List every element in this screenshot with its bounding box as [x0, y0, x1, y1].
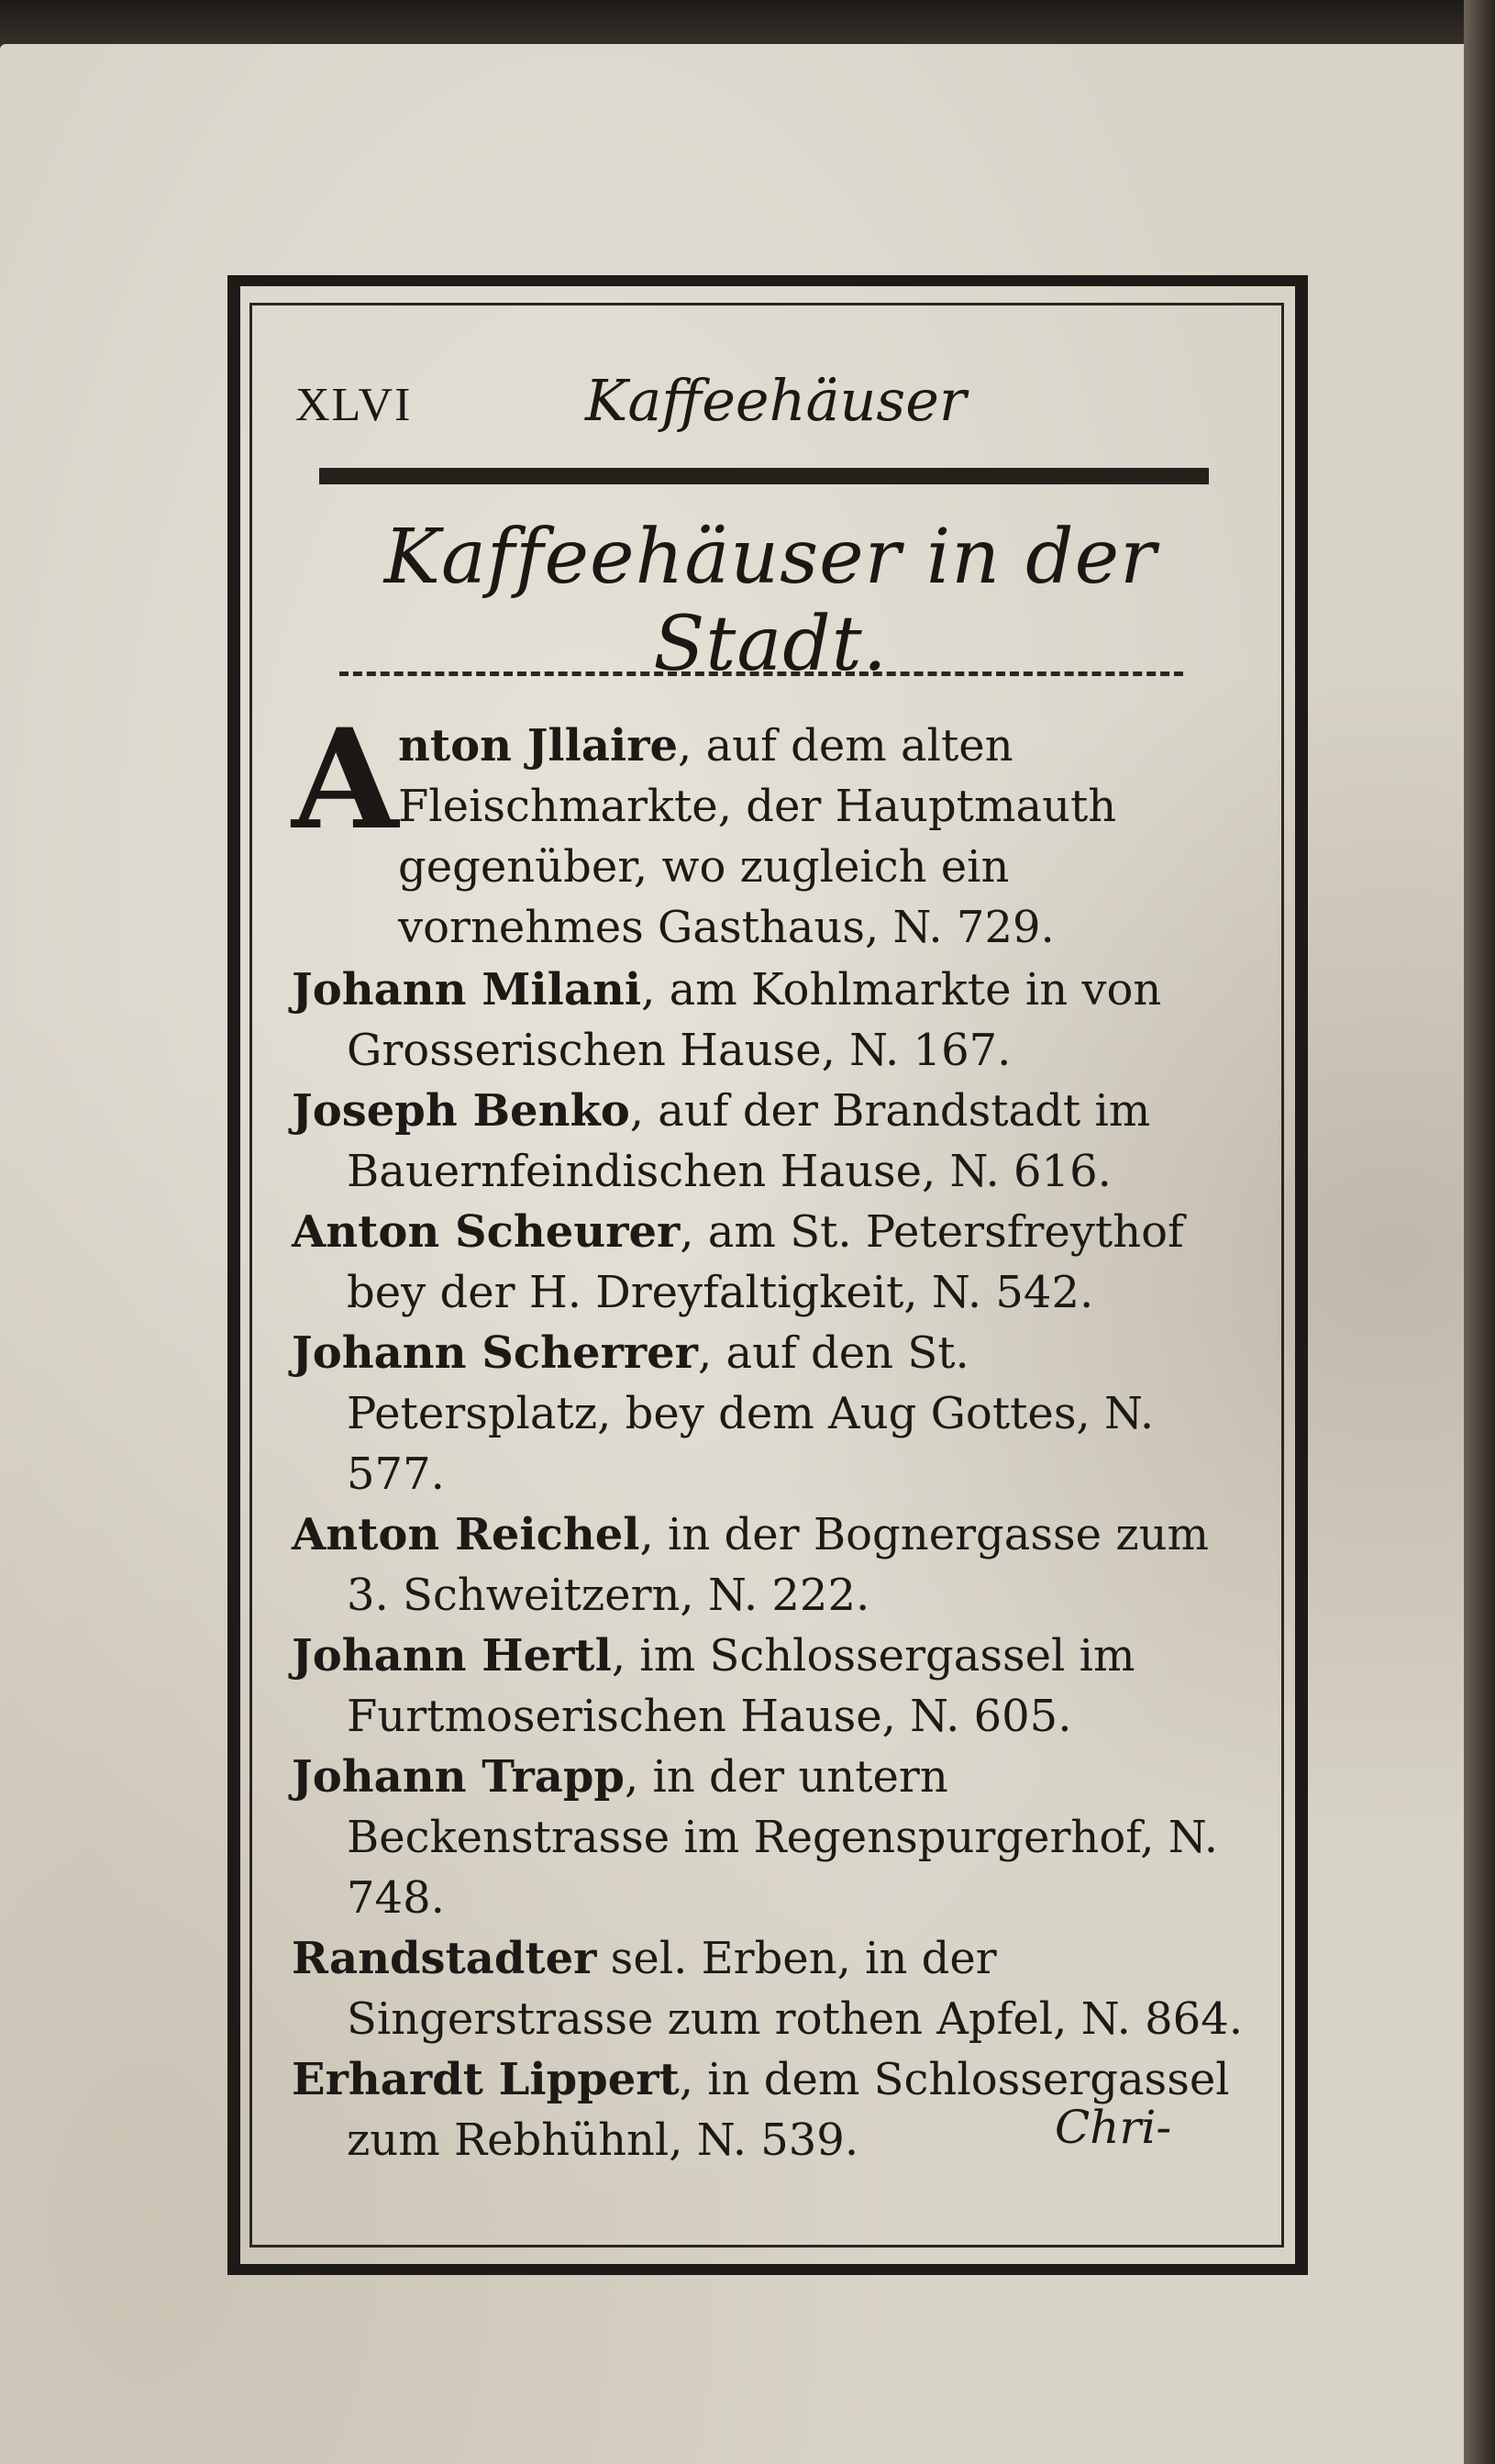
heading-rule: [319, 468, 1209, 484]
book-edge-right: [1464, 0, 1495, 2464]
entry-text: , in dem Schlossergassel zum Rebhühnl, N. 539.: [347, 2054, 1230, 2166]
list-item: [292, 960, 1246, 1081]
list-item: [292, 1747, 1246, 1928]
entry-text: , auf den St. Petersplatz, bey dem Aug Gottes, N. 577.: [347, 1327, 1155, 1500]
entry-text: , am Kohlmarkte in von Grosserischen Hause, N. 167.: [347, 964, 1162, 1076]
entry-name: Anton Reichel: [292, 1509, 640, 1560]
list-item: [292, 1323, 1246, 1504]
entry-text: sel. Erben, in der Singerstrasse zum rothen Apfel, N. 864.: [347, 1933, 1243, 2045]
entry-list: [292, 699, 1246, 2170]
running-title: Kaffeehäuser: [585, 367, 967, 434]
entry-name: Anton Scheurer: [292, 1206, 681, 1258]
page-number: XLVI: [295, 379, 413, 431]
entry-name: Erhardt Lippert: [292, 2054, 680, 2105]
running-head: [295, 367, 1213, 450]
drop-cap: A: [292, 699, 399, 860]
entry-text: , in der untern Beckenstrasse im Regenspurgerhof, N. 748.: [347, 1751, 1218, 1924]
entry-name: Johann Scherrer: [292, 1327, 698, 1379]
list-item: [292, 1504, 1246, 1626]
list-item: [292, 1202, 1246, 1323]
entry-text: , in der Bognergasse zum 3. Schweitzern, N. 222.: [347, 1509, 1210, 1621]
entry-name: Randstadter: [292, 1933, 597, 1984]
list-item: [292, 699, 1246, 960]
entry-name: Joseph Benko: [292, 1085, 630, 1137]
entry-text: , am St. Petersfreythof bey der H. Dreyfaltigkeit, N. 542.: [347, 1206, 1184, 1318]
entry-name: Johann Trapp: [292, 1751, 625, 1803]
section-heading: Kaffeehäuser in der Stadt.: [383, 514, 1157, 688]
list-item: [292, 1626, 1246, 1747]
list-item: [292, 1081, 1246, 1202]
dashed-divider: [339, 671, 1183, 676]
entry-name: Johann Milani: [292, 964, 642, 1016]
entry-name: Johann Hertl: [292, 1630, 612, 1682]
list-item: [292, 1928, 1246, 2049]
entry-text: , auf dem alten Fleischmarkte, der Hauptmauth gegenüber, wo zugleich ein vornehmes Gasthaus, N. 729.: [398, 720, 1117, 953]
entry-name: nton Jllaire: [398, 720, 679, 771]
entry-text: , auf der Brandstadt im Bauernfeindischen Hause, N. 616.: [347, 1085, 1151, 1197]
entry-text: , im Schlossergassel im Furtmoserischen Hause, N. 605.: [347, 1630, 1135, 1742]
catchword: Chri-: [1055, 2101, 1172, 2154]
